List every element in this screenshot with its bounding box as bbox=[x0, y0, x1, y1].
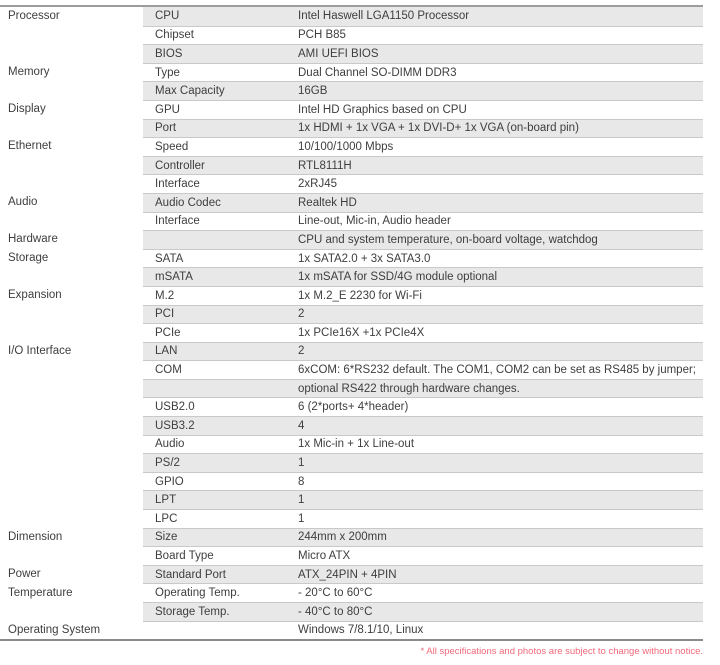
category-cell: Power bbox=[0, 565, 143, 584]
table-row bbox=[0, 342, 703, 361]
table-row bbox=[0, 212, 703, 231]
sub-item-cell: mSATA bbox=[155, 271, 193, 284]
table-row bbox=[0, 546, 703, 565]
row-band bbox=[143, 546, 703, 565]
table-row bbox=[0, 100, 703, 119]
value-cell: ATX_24PIN + 4PIN bbox=[298, 568, 397, 581]
sub-item-cell: LAN bbox=[155, 345, 178, 358]
sub-item-cell: CPU bbox=[155, 10, 180, 23]
value-cell: 6 (2*ports+ 4*header) bbox=[298, 401, 409, 414]
row-band bbox=[143, 100, 703, 119]
value-cell: 1x PCIe16X +1x PCIe4X bbox=[298, 326, 425, 339]
category-cell bbox=[0, 397, 143, 416]
sub-item-cell: Audio Codec bbox=[155, 196, 221, 209]
sub-item-cell: Storage Temp. bbox=[155, 605, 230, 618]
row-band bbox=[143, 119, 703, 138]
sub-item-cell: Port bbox=[155, 122, 177, 135]
spec-table bbox=[0, 5, 703, 641]
value-cell: - 20°C to 60°C bbox=[298, 587, 373, 600]
value-cell: - 40°C to 80°C bbox=[298, 605, 373, 618]
table-row bbox=[0, 230, 703, 249]
row-band bbox=[143, 26, 703, 45]
value-cell: 2xRJ45 bbox=[298, 178, 337, 191]
row-band bbox=[143, 193, 703, 212]
value-cell: RTL8111H bbox=[298, 159, 352, 172]
category-cell bbox=[0, 509, 143, 528]
row-band bbox=[143, 453, 703, 472]
category-cell: I/O Interface bbox=[0, 342, 143, 361]
table-row bbox=[0, 323, 703, 342]
sub-item-cell: GPIO bbox=[155, 475, 184, 488]
sub-item-cell: Controller bbox=[155, 159, 205, 172]
table-row bbox=[0, 63, 703, 82]
sub-item-cell: Max Capacity bbox=[155, 85, 225, 98]
value-cell: optional RS422 through hardware changes. bbox=[298, 382, 520, 395]
sub-item-cell: Audio bbox=[155, 438, 185, 451]
sub-item-cell: USB2.0 bbox=[155, 401, 195, 414]
row-band bbox=[143, 7, 703, 26]
value-cell: 10/100/1000 Mbps bbox=[298, 140, 394, 153]
category-cell bbox=[0, 174, 143, 193]
row-band bbox=[143, 249, 703, 268]
sub-item-cell: Standard Port bbox=[155, 568, 226, 581]
category-cell: Hardware bbox=[0, 230, 143, 249]
category-cell bbox=[0, 44, 143, 63]
value-cell: Realtek HD bbox=[298, 196, 357, 209]
value-cell: 1 bbox=[298, 494, 305, 507]
category-cell bbox=[0, 416, 143, 435]
table-row bbox=[0, 379, 703, 398]
row-band bbox=[143, 621, 703, 640]
sub-item-cell: GPU bbox=[155, 103, 180, 116]
spec-table-body bbox=[0, 7, 703, 639]
category-cell: Display bbox=[0, 100, 143, 119]
row-band bbox=[143, 137, 703, 156]
sub-item-cell: BIOS bbox=[155, 47, 183, 60]
value-cell: Windows 7/8.1/10, Linux bbox=[298, 624, 424, 637]
row-band bbox=[143, 286, 703, 305]
category-cell bbox=[0, 81, 143, 100]
category-cell: Processor bbox=[0, 7, 143, 26]
category-cell bbox=[0, 323, 143, 342]
value-cell: 2 bbox=[298, 345, 305, 358]
row-band bbox=[143, 305, 703, 324]
value-cell: 4 bbox=[298, 419, 305, 432]
table-row bbox=[0, 7, 703, 26]
sub-item-cell bbox=[143, 622, 298, 640]
sub-item-cell: PCIe bbox=[155, 326, 181, 339]
table-row bbox=[0, 137, 703, 156]
sub-item-cell: COM bbox=[155, 364, 182, 377]
sub-item-cell: USB3.2 bbox=[155, 419, 195, 432]
table-row bbox=[0, 174, 703, 193]
category-cell bbox=[0, 435, 143, 454]
row-band bbox=[143, 509, 703, 528]
table-row bbox=[0, 509, 703, 528]
category-cell bbox=[0, 119, 143, 138]
category-cell bbox=[0, 267, 143, 286]
table-row bbox=[0, 435, 703, 454]
category-cell: Expansion bbox=[0, 286, 143, 305]
row-band bbox=[143, 397, 703, 416]
table-row bbox=[0, 81, 703, 100]
row-band bbox=[143, 156, 703, 175]
row-band bbox=[143, 63, 703, 82]
table-row bbox=[0, 528, 703, 547]
row-band bbox=[143, 490, 703, 509]
value-cell: AMI UEFI BIOS bbox=[298, 47, 379, 60]
value-cell: Line-out, Mic-in, Audio header bbox=[298, 215, 451, 228]
row-band bbox=[143, 435, 703, 454]
category-cell bbox=[0, 305, 143, 324]
table-row bbox=[0, 490, 703, 509]
value-cell: PCH B85 bbox=[298, 29, 346, 42]
value-cell: Dual Channel SO-DIMM DDR3 bbox=[298, 66, 457, 79]
value-cell: Intel HD Graphics based on CPU bbox=[298, 103, 467, 116]
value-cell: Micro ATX bbox=[298, 550, 351, 563]
sub-item-cell: LPC bbox=[155, 512, 178, 525]
row-band bbox=[143, 212, 703, 231]
category-cell bbox=[0, 546, 143, 565]
row-band bbox=[143, 323, 703, 342]
value-cell: 2 bbox=[298, 308, 305, 321]
row-band bbox=[143, 230, 703, 249]
row-band bbox=[143, 602, 703, 621]
row-band bbox=[143, 174, 703, 193]
sub-item-cell: Interface bbox=[155, 178, 200, 191]
category-cell: Dimension bbox=[0, 528, 143, 547]
disclaimer-note: * All specifications and photos are subject to change without notice. bbox=[420, 646, 703, 657]
table-row bbox=[0, 453, 703, 472]
category-cell bbox=[0, 490, 143, 509]
row-band bbox=[143, 472, 703, 491]
row-band bbox=[143, 81, 703, 100]
value-cell: 16GB bbox=[298, 85, 328, 98]
value-cell: Intel Haswell LGA1150 Processor bbox=[298, 10, 470, 23]
sub-item-cell: PCI bbox=[155, 308, 175, 321]
value-cell: 1x M.2_E 2230 for Wi-Fi bbox=[298, 289, 422, 302]
category-cell: Storage bbox=[0, 249, 143, 268]
row-band bbox=[143, 44, 703, 63]
value-cell: 8 bbox=[298, 475, 305, 488]
table-row bbox=[0, 397, 703, 416]
value-cell: 244mm x 200mm bbox=[298, 531, 387, 544]
sub-item-cell: Size bbox=[155, 531, 178, 544]
sub-item-cell: Operating Temp. bbox=[155, 587, 240, 600]
row-band bbox=[143, 267, 703, 286]
category-cell bbox=[0, 472, 143, 491]
category-cell bbox=[0, 602, 143, 621]
category-cell bbox=[0, 360, 143, 379]
value-cell: 1x HDMI + 1x VGA + 1x DVI-D+ 1x VGA (on-board pin) bbox=[298, 122, 579, 135]
value-cell: 1 bbox=[298, 512, 305, 525]
table-row bbox=[0, 156, 703, 175]
sub-item-cell bbox=[143, 231, 298, 249]
value-cell: 1x mSATA for SSD/4G module optional bbox=[298, 271, 497, 284]
sub-item-cell: SATA bbox=[155, 252, 184, 265]
category-cell bbox=[0, 26, 143, 45]
sub-item-cell bbox=[143, 380, 298, 398]
table-row bbox=[0, 44, 703, 63]
category-cell bbox=[0, 379, 143, 398]
table-row bbox=[0, 416, 703, 435]
table-row bbox=[0, 193, 703, 212]
table-row bbox=[0, 621, 703, 640]
sub-item-cell: M.2 bbox=[155, 289, 175, 302]
table-row bbox=[0, 472, 703, 491]
table-row bbox=[0, 249, 703, 268]
table-row bbox=[0, 583, 703, 602]
table-row bbox=[0, 305, 703, 324]
row-band bbox=[143, 528, 703, 547]
table-row bbox=[0, 119, 703, 138]
category-cell: Audio bbox=[0, 193, 143, 212]
row-band bbox=[143, 416, 703, 435]
sub-item-cell: Speed bbox=[155, 140, 189, 153]
table-row bbox=[0, 267, 703, 286]
row-band bbox=[143, 342, 703, 361]
value-cell: CPU and system temperature, on-board voltage, watchdog bbox=[298, 233, 598, 246]
category-cell: Ethernet bbox=[0, 137, 143, 156]
category-cell bbox=[0, 212, 143, 231]
category-cell: Memory bbox=[0, 63, 143, 82]
row-band bbox=[143, 565, 703, 584]
sub-item-cell: Interface bbox=[155, 215, 200, 228]
category-cell: Temperature bbox=[0, 583, 143, 602]
value-cell: 1x Mic-in + 1x Line-out bbox=[298, 438, 415, 451]
table-row bbox=[0, 360, 703, 379]
table-row bbox=[0, 565, 703, 584]
category-cell bbox=[0, 156, 143, 175]
sub-item-cell: LPT bbox=[155, 494, 177, 507]
table-row bbox=[0, 602, 703, 621]
sub-item-cell: PS/2 bbox=[155, 457, 180, 470]
table-row bbox=[0, 286, 703, 305]
row-band bbox=[143, 379, 703, 398]
value-cell: 6xCOM: 6*RS232 default. The COM1, COM2 can be set as RS485 by jumper; bbox=[298, 364, 696, 377]
sub-item-cell: Type bbox=[155, 66, 180, 79]
table-row bbox=[0, 26, 703, 45]
sub-item-cell: Board Type bbox=[155, 550, 214, 563]
row-band bbox=[143, 583, 703, 602]
category-cell: Operating System bbox=[0, 621, 143, 640]
value-cell: 1x SATA2.0 + 3x SATA3.0 bbox=[298, 252, 431, 265]
sub-item-cell: Chipset bbox=[155, 29, 194, 42]
row-band bbox=[143, 360, 703, 379]
category-cell bbox=[0, 453, 143, 472]
value-cell: 1 bbox=[298, 457, 305, 470]
